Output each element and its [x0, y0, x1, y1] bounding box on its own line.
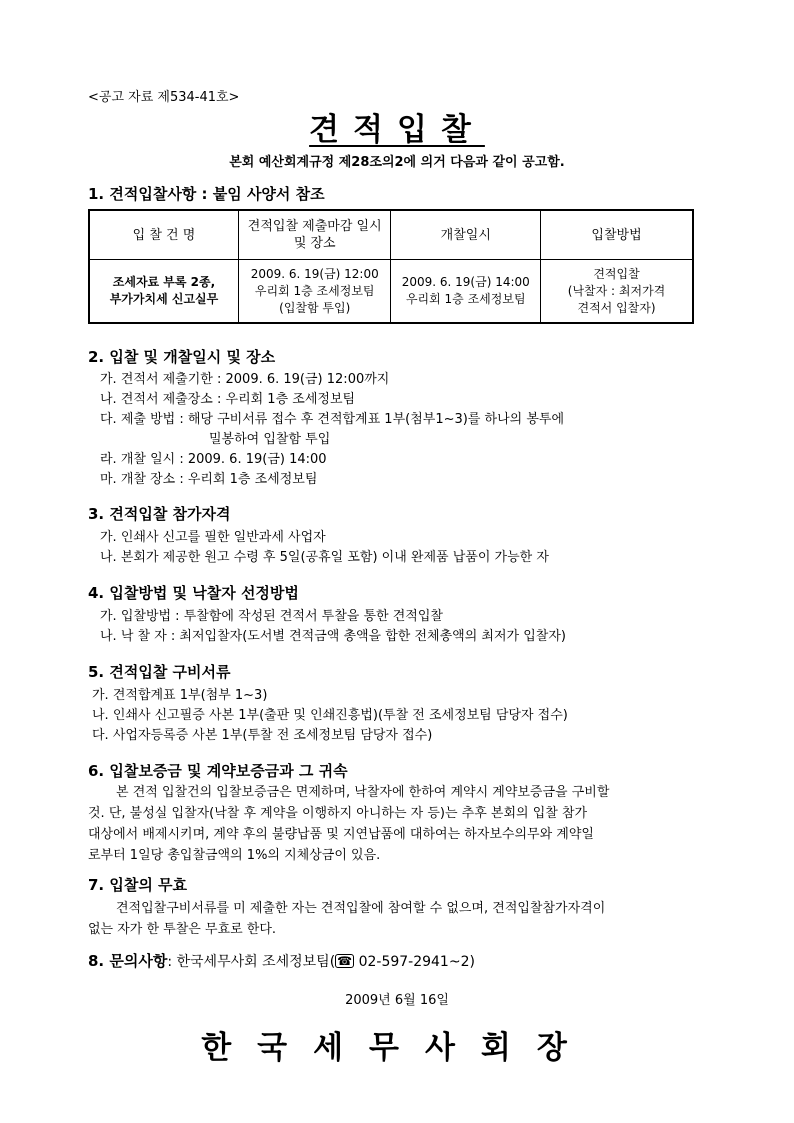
list-item: 마. 개찰 장소 : 우리회 1층 조세정보팀	[100, 472, 318, 487]
header-method: 입찰방법	[541, 210, 693, 260]
header-opening: 개찰일시	[391, 210, 541, 260]
section-2-heading: 2. 입찰 및 개찰일시 및 장소	[88, 348, 276, 366]
bid-summary-table	[88, 209, 694, 324]
contact-text: : 한국세무사회 조세정보팀(	[167, 954, 336, 970]
list-item: 나. 낙 찰 자 : 최저입찰자(도서별 견적금액 총액을 합한 전체총액의 최저가 입찰자)	[100, 629, 566, 644]
phone-icon: ☎	[337, 954, 353, 968]
contact-phone: 02-597-2941~2)	[354, 954, 475, 970]
cell-opening: 2009. 6. 19(금) 14:00 우리회 1층 조세정보팀	[391, 260, 541, 324]
list-item: 나. 인쇄사 신고필증 사본 1부(출판 및 인쇄진흥법)(투찰 전 조세정보팀 담당자 접수)	[92, 708, 568, 723]
section-5-heading: 5. 견적입찰 구비서류	[88, 663, 231, 681]
document-title	[0, 104, 794, 149]
header-bid-name: 입 찰 건 명	[89, 210, 238, 260]
section-8-heading: 8. 문의사항	[88, 952, 168, 970]
section-1-heading: 1. 견적입찰사항 : 붙임 사양서 참조	[88, 185, 325, 203]
list-item: 가. 견적합계표 1부(첨부 1~3)	[92, 688, 268, 703]
list-item: 가. 인쇄사 신고를 필한 일반과세 사업자	[100, 530, 326, 545]
issue-date: 2009년 6월 16일	[345, 993, 449, 1008]
paragraph-line: 대상에서 배제시키며, 계약 후의 불량납품 및 지연납품에 대하여는 하자보수의무와 계약일	[88, 827, 594, 842]
list-item: 나. 견적서 제출장소 : 우리회 1층 조세정보팀	[100, 392, 356, 407]
paragraph-line: 없는 자가 한 투찰은 무효로 한다.	[88, 922, 277, 937]
paragraph-line: 견적입찰구비서류를 미 제출한 자는 견적입찰에 참여할 수 없으며, 견적입찰참가자격이	[116, 901, 606, 916]
section-4-heading: 4. 입찰방법 및 낙찰자 선정방법	[88, 584, 299, 602]
section-3-heading: 3. 견적입찰 참가자격	[88, 505, 231, 523]
list-item: 밀봉하여 입찰함 투입	[209, 432, 331, 447]
list-item: 라. 개찰 일시 : 2009. 6. 19(금) 14:00	[100, 452, 327, 467]
contact-line	[88, 950, 475, 971]
intro-statement: 본회 예산회계규정 제28조의2에 의거 다음과 같이 공고함.	[229, 155, 565, 170]
list-item: 다. 사업자등록증 사본 1부(투찰 전 조세정보팀 담당자 접수)	[92, 728, 433, 743]
title-text: 견적입찰	[309, 112, 485, 148]
list-item: 가. 견적서 제출기한 : 2009. 6. 19(금) 12:00까지	[100, 372, 390, 387]
cell-method: 견적입찰 (낙찰자 : 최저가격 견적서 입찰자)	[541, 260, 693, 324]
table-header-row	[89, 210, 693, 260]
cell-deadline: 2009. 6. 19(금) 12:00 우리회 1층 조세정보팀 (입찰함 투입)	[238, 260, 391, 324]
list-item: 가. 입찰방법 : 투찰함에 작성된 견적서 투찰을 통한 견적입찰	[100, 609, 443, 624]
table-row	[89, 260, 693, 324]
issuer-signature: 한국세무사회장	[201, 1030, 593, 1066]
paragraph-line: 본 견적 입찰건의 입찰보증금은 면제하며, 낙찰자에 한하여 계약시 계약보증금을 구비할	[116, 785, 610, 800]
notice-reference-number: <공고 자료 제534-41호>	[88, 90, 240, 105]
list-item: 다. 제출 방법 : 해당 구비서류 접수 후 견적합계표 1부(첨부1~3)를 하나의 봉투에	[100, 412, 564, 427]
section-6-heading: 6. 입찰보증금 및 계약보증금과 그 귀속	[88, 762, 348, 780]
list-item: 나. 본회가 제공한 원고 수령 후 5일(공휴일 포함) 이내 완제품 납품이 가능한 자	[100, 550, 549, 565]
header-deadline: 견적입찰 제출마감 일시 및 장소	[238, 210, 391, 260]
cell-bid-name: 조세자료 부록 2종, 부가가치세 신고실무	[89, 260, 238, 324]
section-7-heading: 7. 입찰의 무효	[88, 876, 188, 894]
paragraph-line: 것. 단, 불성실 입찰자(낙찰 후 계약을 이행하지 아니하는 자 등)는 추후 본회의 입찰 참가	[88, 806, 588, 821]
paragraph-line: 로부터 1일당 총입찰금액의 1%의 지체상금이 있음.	[88, 848, 381, 863]
